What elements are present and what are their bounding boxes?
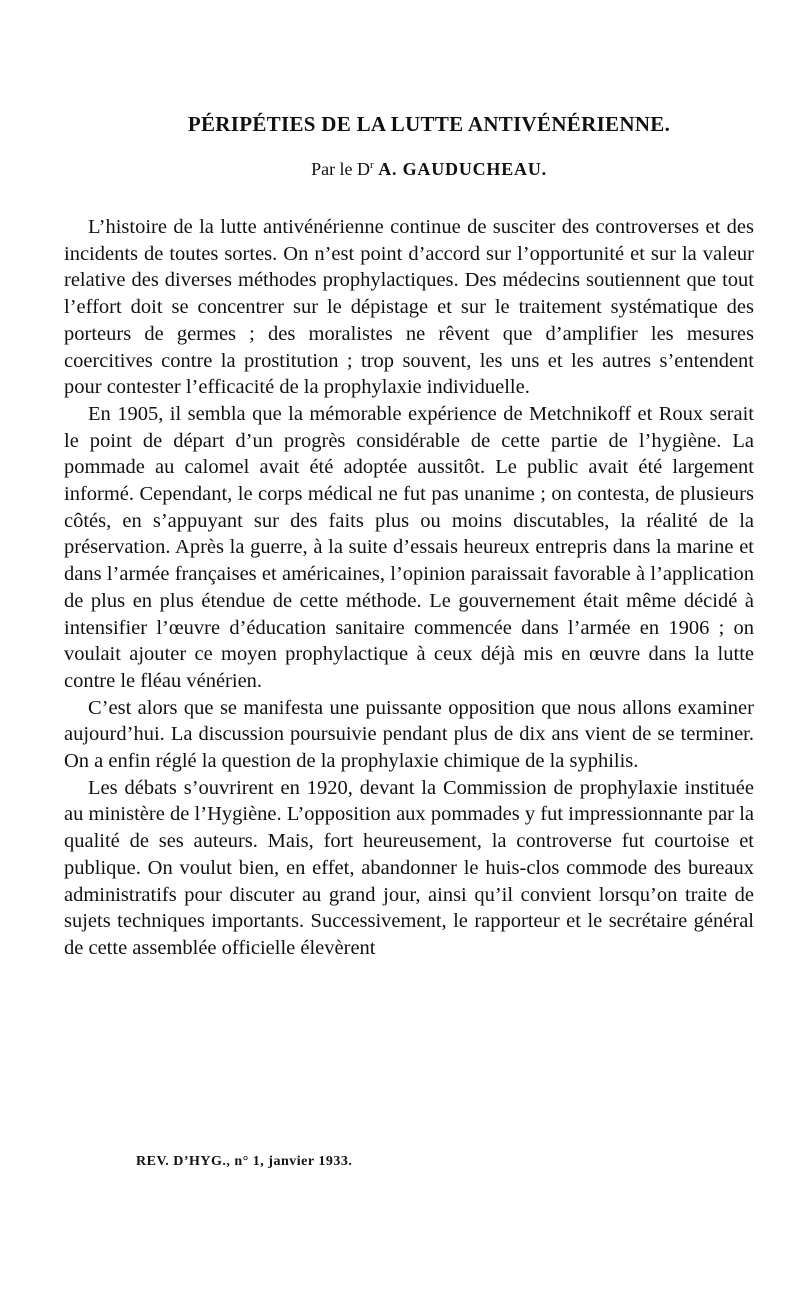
article-title: PÉRIPÉTIES DE LA LUTTE ANTIVÉNÉRIENNE. [187,112,671,136]
author-name: A. GAUDUCHEAU. [378,159,547,179]
paragraph-3: C’est alors que se manifesta une puissante opposition que nous allons examiner aujourd’hui. La discussion poursuivie pendant plus de dix ans vient de se terminer. On a enfin réglé la question de la prophylaxie chimique de la syphilis. [64,696,754,773]
footer-issue: n° 1, janvier 1933. [234,1154,353,1169]
article-body [64,214,754,962]
paragraph-2: En 1905, il sembla que la mémorable expérience de Metchnikoff et Roux serait le point de départ d’un progrès considérable de cette partie de l’hygiène. La pommade au calomel avait été adoptée aussitôt. Le public avait été largement informé. Cependant, le corps médical ne fut pas unanime ; on contesta, de plusieurs côtés, en s’appuyant sur des faits plus ou moins discutables, la réalité de la préservation. Après la guerre, à la suite d’essais heureux entrepris dans la marine et dans l’armée françaises et américaines, l’opinion paraissait favorable à l’application de plus en plus étendue de cette méthode. Le gouvernement était même décidé à intensifier l’œuvre d’éducation sanitaire commencée dans l’armée en 1906 ; on voulait ajouter ce moyen prophylactique à ceux déjà mis en œuvre dans la lutte contre le fléau vénérien. [64,402,754,692]
paragraph-4: Les débats s’ouvrirent en 1920, devant la Commission de prophylaxie instituée au ministère de l’Hygiène. L’opposition aux pommades y fut impressionnante par la qualité de ses auteurs. Mais, fort heureusement, la controverse fut courtoise et publique. On voulut bien, en effet, abandonner le huis-clos commode des bureaux administratifs pour discuter au grand jour, ainsi qu’il convient lorsqu’on traite de sujets techniques importants. Successivement, le rapporteur et le secrétaire général de cette assemblée officielle élevèrent [64,776,754,959]
footer-journal: REV. D’HYG., [136,1154,231,1169]
byline-prefix-sup: r [370,159,374,171]
paragraph-1: L’histoire de la lutte antivénérienne continue de susciter des controverses et des incidents de toutes sortes. On n’est point d’accord sur l’opportunité et sur la valeur relative des diverses méthodes prophylactiques. Des médecins soutiennent que tout l’effort doit se concentrer sur le dépistage et sur le traitement systématique des porteurs de germes ; des moralistes ne rêvent que d’amplifier les mesures coercitives contre la prostitution ; trop souvent, les uns et les autres s’entendent pour contester l’efficacité de la prophylaxie individuelle. [64,216,754,399]
byline-prefix: Par le D [311,159,371,179]
page-footer [136,1154,352,1170]
article-page [64,112,754,962]
byline [64,159,754,180]
